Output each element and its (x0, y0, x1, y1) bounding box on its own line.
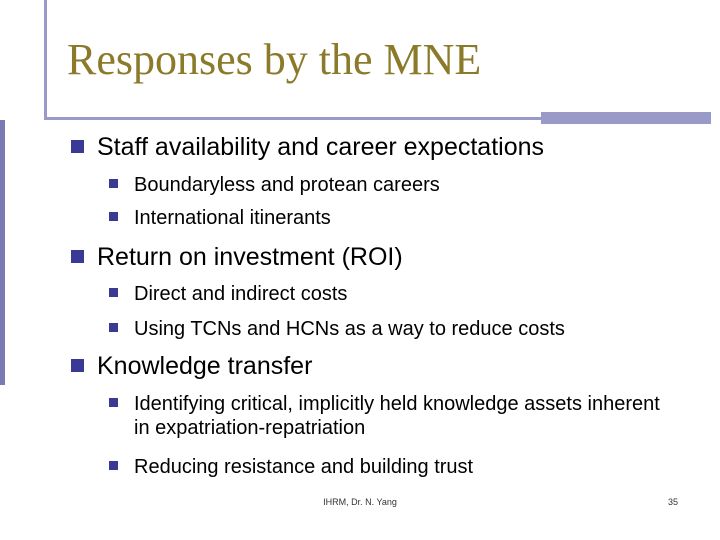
bullet-text: Knowledge transfer (97, 352, 313, 380)
sub-bullet-text: International itinerants (134, 207, 331, 229)
decorative-vertical-rule (44, 0, 47, 120)
square-bullet-icon (71, 140, 84, 153)
decorative-accent-bar (541, 112, 711, 124)
sub-bullet-item (109, 317, 565, 341)
square-bullet-icon (71, 359, 84, 372)
sub-bullet-text: Using TCNs and HCNs as a way to reduce costs (134, 318, 565, 340)
square-bullet-icon (109, 323, 118, 332)
bullet-item (71, 242, 403, 272)
square-bullet-icon (109, 179, 118, 188)
bullet-text: Staff availability and career expectations (97, 133, 545, 161)
slide-title: Responses by the MNE (67, 35, 482, 84)
decorative-left-bar (0, 120, 5, 385)
page-number: 35 (667, 497, 678, 507)
bullet-item (71, 132, 544, 162)
square-bullet-icon (109, 288, 118, 297)
square-bullet-icon (109, 212, 118, 221)
decorative-horizontal-rule (47, 117, 541, 120)
sub-bullet-item (109, 455, 473, 479)
slide-footer: IHRM, Dr. N. Yang (323, 497, 397, 507)
square-bullet-icon (71, 250, 84, 263)
sub-bullet-text: Direct and indirect costs (134, 283, 348, 305)
sub-bullet-text: Identifying critical, implicitly held knowledge assets inherent in expatriation-repatriation (134, 393, 660, 439)
sub-bullet-text: Reducing resistance and building trust (134, 456, 474, 478)
square-bullet-icon (109, 398, 118, 407)
bullet-item (71, 351, 312, 381)
sub-bullet-text: Boundaryless and protean careers (134, 174, 440, 196)
square-bullet-icon (109, 461, 118, 470)
sub-bullet-item (109, 392, 679, 440)
sub-bullet-item (109, 173, 440, 197)
sub-bullet-item (109, 206, 331, 230)
sub-bullet-item (109, 282, 347, 306)
bullet-text: Return on investment (ROI) (97, 243, 403, 271)
